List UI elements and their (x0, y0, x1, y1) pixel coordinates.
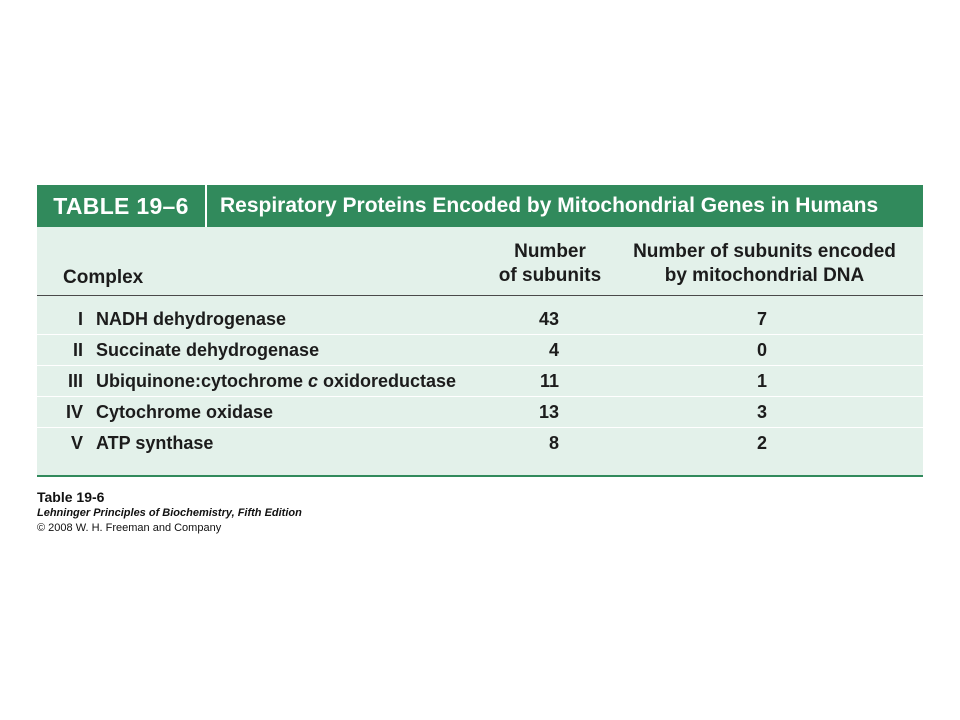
header-rule (37, 295, 923, 296)
complex-numeral: V (70, 433, 83, 453)
column-header-subunits-line2: of subunits (498, 265, 602, 286)
column-header-mitochondrial (627, 240, 902, 288)
complex-name: Succinate dehydrogenase (96, 340, 320, 360)
complex-name (96, 366, 456, 397)
caption-copyright: © 2008 W. H. Freeman and Company (37, 522, 222, 534)
subunit-count: 4 (548, 340, 559, 360)
subunit-count: 13 (538, 402, 559, 422)
subunit-count: 43 (538, 309, 559, 329)
title-divider (205, 185, 207, 227)
data-table (37, 185, 923, 477)
table-number: TABLE 19–6 (53, 192, 189, 219)
complex-name: NADH dehydrogenase (96, 309, 287, 329)
column-header-complex: Complex (63, 267, 144, 288)
column-header-mitochondrial-line2: by mitochondrial DNA (664, 265, 865, 286)
complex-name-part: Ubiquinone:cytochrome (96, 371, 309, 391)
table-row (37, 335, 923, 366)
column-header-subunits (489, 240, 611, 288)
mitochondrial-count: 3 (756, 402, 767, 422)
complex-name: Cytochrome oxidase (96, 402, 274, 422)
complex-name-italic: c (308, 371, 319, 391)
complex-numeral: I (77, 309, 83, 329)
complex-name-part: oxidoreductase (318, 371, 457, 391)
column-header-subunits-line1: Number (514, 241, 586, 262)
mitochondrial-count: 2 (756, 433, 767, 453)
mitochondrial-count: 0 (756, 340, 767, 360)
table-title-bar (37, 185, 923, 227)
table-row (37, 428, 923, 459)
mitochondrial-count: 1 (756, 371, 767, 391)
table-row (37, 304, 923, 335)
caption-label: Table 19-6 (37, 489, 105, 505)
subunit-count: 8 (548, 433, 559, 453)
complex-numeral: IV (65, 402, 83, 422)
table-row (37, 366, 923, 397)
table-row (37, 397, 923, 428)
complex-numeral: II (72, 340, 83, 360)
mitochondrial-count: 7 (756, 309, 767, 329)
subunit-count: 11 (539, 371, 559, 391)
column-header-mitochondrial-line1: Number of subunits encoded (633, 241, 896, 262)
table-bottom-rule (37, 475, 923, 477)
table-title: Respiratory Proteins Encoded by Mitochondrial Genes in Humans (220, 194, 879, 217)
complex-numeral: III (67, 371, 83, 391)
figure-caption (37, 489, 302, 536)
caption-book-title: Lehninger Principles of Biochemistry, Fifth Edition (37, 507, 302, 519)
complex-name: ATP synthase (96, 433, 214, 453)
